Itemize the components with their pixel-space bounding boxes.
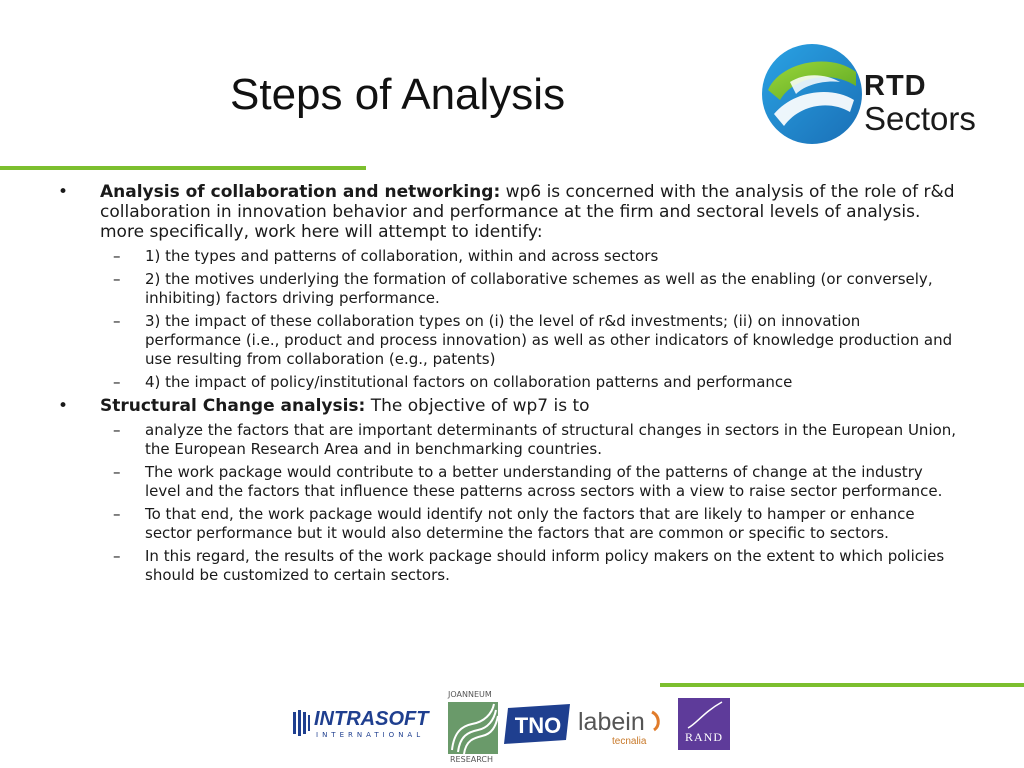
labein-sub: tecnalia: [612, 736, 647, 747]
bullet-marker: •: [58, 182, 69, 202]
sub-bullet: [58, 373, 958, 392]
rtd-sectors-logo: [760, 42, 1010, 146]
sub-bullet-text: 1) the types and patterns of collaboration, within and across sectors: [145, 247, 659, 265]
logo-text-rtd: RTD: [864, 70, 927, 102]
bullet-heading: Structural Change analysis:: [100, 396, 366, 416]
rand-name: RAND: [684, 730, 723, 744]
dash-marker: –: [113, 505, 121, 523]
sub-bullet: [58, 463, 958, 501]
tno-logo: [504, 704, 574, 744]
dash-marker: –: [113, 270, 121, 288]
intrasoft-logo: [292, 708, 444, 738]
sub-bullet-text: To that end, the work package would identify not only the factors that are likely to hamper or enhance sector performance but it would also determine the factors that are common or specific to sectors.: [145, 505, 915, 542]
sub-bullet: [58, 312, 958, 369]
intrasoft-stripes-icon: [292, 708, 312, 738]
intrasoft-sub: INTERNATIONAL: [316, 731, 425, 739]
sub-bullet-text: 2) the motives underlying the formation of collaborative schemes as well as the enabling (or conversely, inhibiting) factors driving performance.: [145, 270, 933, 307]
sub-bullet-text: In this regard, the results of the work package should inform policy makers on the extent to which policies should be customized to certain sectors.: [145, 547, 945, 584]
sub-bullet-text: 4) the impact of policy/institutional factors on collaboration patterns and performance: [145, 373, 793, 391]
labein-logo: [576, 704, 666, 750]
dash-marker: –: [113, 547, 121, 565]
bullet-collaboration: [58, 182, 958, 242]
rand-logo: [678, 698, 730, 750]
partner-logos: [292, 690, 737, 765]
accent-rule-bottom: [660, 683, 1024, 687]
labein-swoosh-icon: [650, 710, 662, 732]
bullet-heading: Analysis of collaboration and networking:: [100, 182, 501, 202]
rtd-sectors-emblem-icon: [760, 42, 864, 146]
intrasoft-name: INTRASOFT: [314, 708, 429, 730]
dash-marker: –: [113, 421, 121, 439]
sub-bullet: [58, 547, 958, 585]
bullet-structural-change: [58, 396, 958, 416]
sub-bullet-text: analyze the factors that are important determinants of structural changes in sectors in the European Union, the European Research Area and in benchmarking countries.: [145, 421, 957, 458]
sub-bullet: [58, 247, 958, 266]
sub-bullet: [58, 421, 958, 459]
bullet-text: wp6 is concerned with the analysis of the role of r&d collaboration in innovation behavior and performance at the firm and sectoral levels of analysis. more specifically, work here will attempt to identify:: [100, 182, 955, 242]
joanneum-logo: [444, 690, 502, 765]
dash-marker: –: [113, 463, 121, 481]
dash-marker: –: [113, 373, 121, 391]
labein-name: labein: [578, 708, 645, 736]
joanneum-bottom: RESEARCH: [450, 755, 493, 764]
slide-body: [58, 182, 958, 589]
sub-bullet: [58, 505, 958, 543]
tno-mark-icon: [504, 704, 574, 744]
slide-title: Steps of Analysis: [230, 70, 566, 119]
logo-text-sectors: Sectors: [864, 100, 976, 137]
bullet-text: The objective of wp7 is to: [365, 396, 590, 416]
rand-curve-icon: [678, 698, 730, 732]
joanneum-top: JOANNEUM: [448, 690, 492, 699]
joanneum-waves-icon: [448, 702, 498, 754]
sub-bullet-text: 3) the impact of these collaboration types on (i) the level of r&d investments; (ii) on innovation performance (i.e., product and process innovation) as well as other indicators of knowledge production and use resulting from collaboration (e.g., patents): [145, 312, 953, 368]
accent-rule-top: [0, 166, 366, 170]
dash-marker: –: [113, 312, 121, 330]
sub-bullet: [58, 270, 958, 308]
sub-bullet-text: The work package would contribute to a better understanding of the patterns of change at the industry level and the factors that influence these patterns across sectors with a view to raise sector performance.: [145, 463, 943, 500]
dash-marker: –: [113, 247, 121, 265]
tno-name: TNO: [514, 713, 562, 738]
bullet-marker: •: [58, 396, 69, 416]
